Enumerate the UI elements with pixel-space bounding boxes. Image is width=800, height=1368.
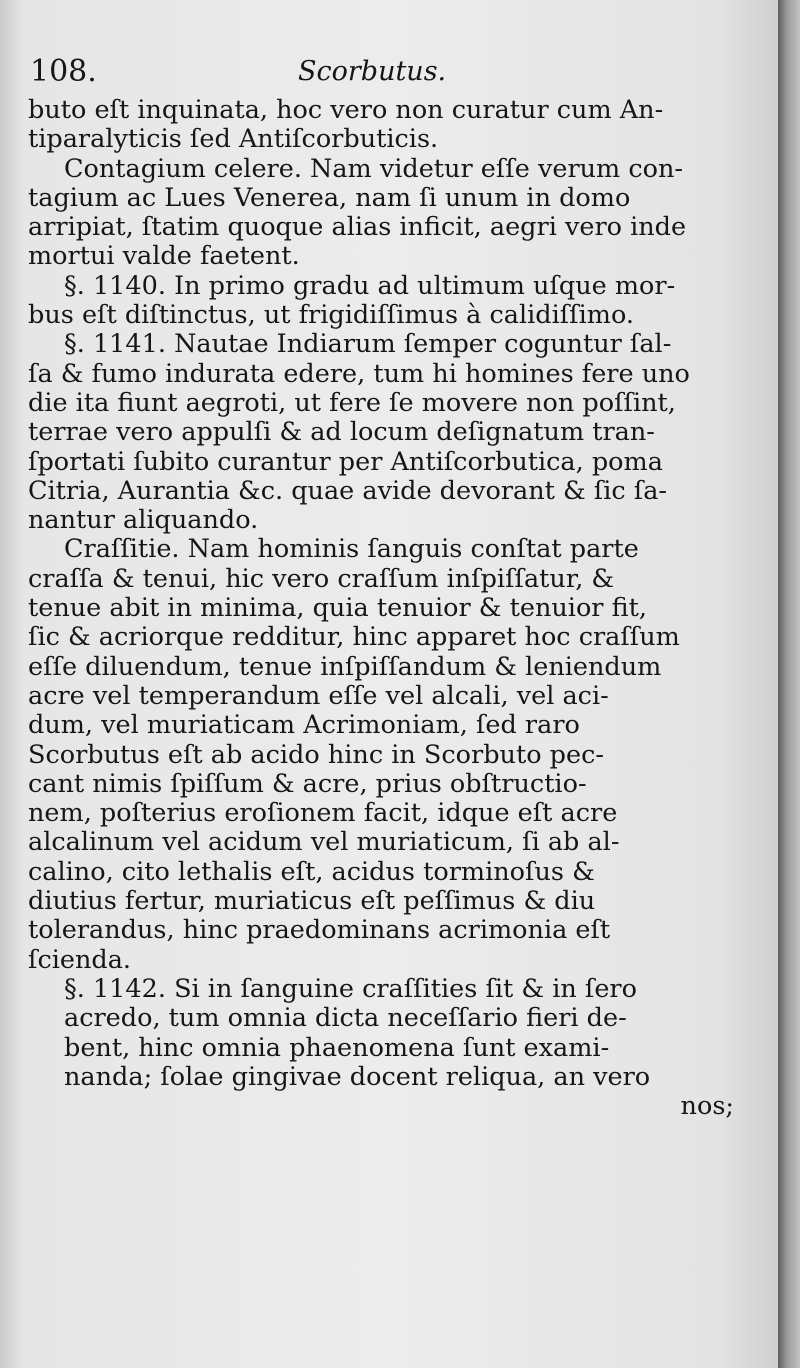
text-line: bus eſt diſtinctus, ut frigidiſſimus à calidiſſimo. bbox=[28, 301, 634, 331]
text-line: craſſa & tenui, hic vero craſſum inſpiſſatur, & bbox=[28, 564, 615, 594]
text-line: tagium ac Lues Venerea, nam ſi unum in domo bbox=[28, 183, 631, 213]
running-head: Scorbutus. bbox=[298, 56, 447, 87]
page-header bbox=[30, 50, 760, 94]
text-line: Craſſitie. Nam hominis ſanguis conſtat parte bbox=[64, 535, 639, 565]
text-line: §. 1141. Nautae Indiarum ſemper coguntur ſal- bbox=[64, 330, 672, 360]
text-line: tolerandus, hinc praedominans acrimonia eſt bbox=[28, 916, 611, 946]
text-line: ſic & acriorque redditur, hinc apparet hoc craſſum bbox=[28, 623, 680, 653]
text-line: eſſe diluendum, tenue inſpiſſandum & leniendum bbox=[28, 652, 662, 682]
text-line: tenue abit in minima, quia tenuior & tenuior fit, bbox=[28, 594, 647, 624]
text-line: die ita fiunt aegroti, ut fere ſe movere non poſſint, bbox=[28, 388, 676, 418]
text-line: §. 1140. In primo gradu ad ultimum uſque mor- bbox=[64, 271, 676, 301]
text-line: calino, cito lethalis eſt, acidus torminoſus & bbox=[28, 857, 595, 887]
text-line: tiparalyticis ſed Antiſcorbuticis. bbox=[28, 125, 439, 155]
body-text bbox=[28, 96, 752, 1121]
text-line: terrae vero appulſi & ad locum deſignatum tran- bbox=[28, 418, 655, 448]
text-line: Citria, Aurantia &c. quae avide devorant & ſic ſa- bbox=[28, 476, 668, 506]
text-line: §. 1142. Si in ſanguine craſſities ſit & in ſero bbox=[64, 974, 637, 1004]
text-line: cant nimis ſpiſſum & acre, prius obſtructio- bbox=[28, 769, 587, 799]
text-line: alcalinum vel acidum vel muriaticum, ſi ab al- bbox=[28, 828, 620, 858]
text-line: Contagium celere. Nam videtur eſſe verum con- bbox=[64, 154, 684, 184]
text-line: acredo, tum omnia dicta neceſſario fieri de- bbox=[64, 1004, 627, 1034]
page-number: 108. bbox=[30, 54, 97, 89]
text-line: dum, vel muriaticam Acrimoniam, ſed raro bbox=[28, 711, 580, 741]
text-line: bent, hinc omnia phaenomena ſunt exami- bbox=[64, 1033, 610, 1063]
text-line: acre vel temperandum eſſe vel alcali, vel aci- bbox=[28, 681, 609, 711]
text-line: buto eſt inquinata, hoc vero non curatur cum An- bbox=[28, 96, 664, 125]
text-line: ſa & fumo indurata edere, tum hi homines fere uno bbox=[28, 359, 690, 389]
text-line: diutius fertur, muriaticus eſt peſſimus & diu bbox=[28, 887, 596, 917]
text-line: mortui valde faetent. bbox=[28, 242, 300, 272]
text-line: nantur aliquando. bbox=[28, 506, 259, 536]
text-line: ſportati ſubito curantur per Antiſcorbutica, poma bbox=[28, 447, 663, 477]
text-line: nanda; ſolae gingivae docent reliqua, an vero bbox=[64, 1062, 651, 1092]
page-edge-shadow bbox=[778, 0, 800, 1368]
text-line: Scorbutus eſt ab acido hinc in Scorbuto pec- bbox=[28, 740, 604, 770]
text-line: ſcienda. bbox=[28, 945, 132, 975]
text-line: arripiat, ſtatim quoque alias inficit, aegri vero inde bbox=[28, 213, 687, 243]
catchword: nos; bbox=[680, 1092, 734, 1122]
text-line: nem, poſterius eroſionem facit, idque eſt acre bbox=[28, 799, 618, 829]
